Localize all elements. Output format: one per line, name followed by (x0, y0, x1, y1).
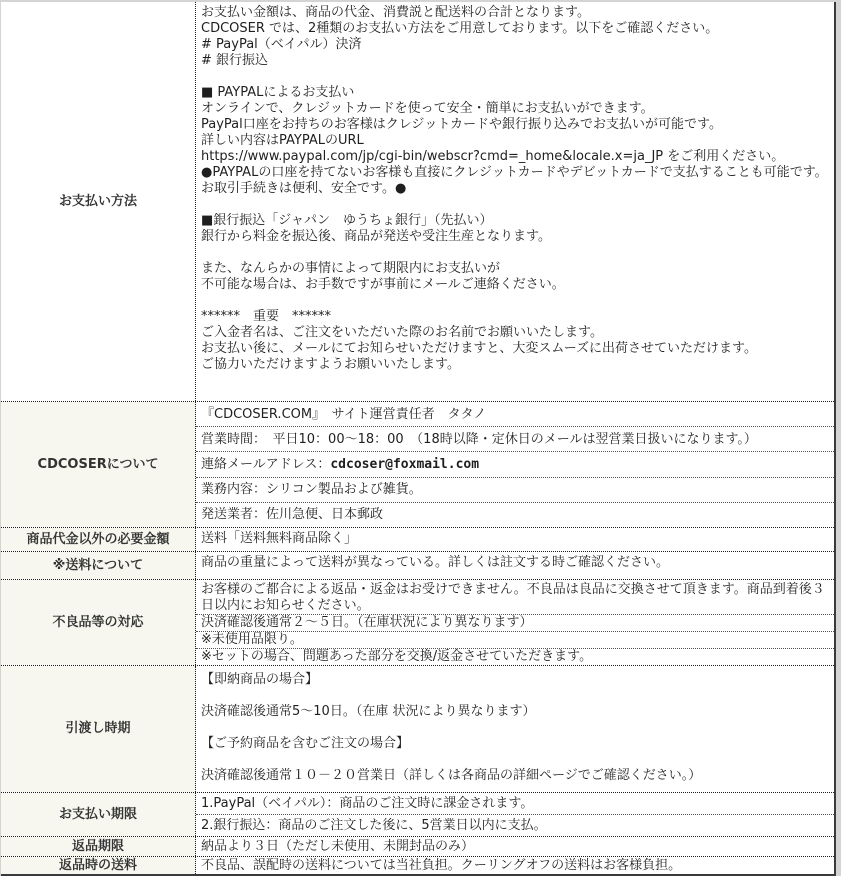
about-site-operator: 『CDCOSER.COM』 サイト運営責任者 タタノ (201, 406, 487, 422)
payment-deadline-bank: 2.銀行振込：商品のご注文した後に、5営業日以内に支払。 (196, 814, 834, 836)
text-line: ご協力いただけますようお願いいたします。 (201, 357, 460, 372)
row-header-shipping-note: ※送料について (1, 552, 196, 579)
shipping-note-cell (196, 552, 834, 579)
contact-email[interactable]: cdcoser@foxmail.com (330, 457, 480, 472)
extra-fees-text: 送料「送料無料商品除く」 (201, 531, 358, 546)
text-line: また、なんらかの事情によって期限内にお支払いが (201, 261, 501, 276)
text-line (201, 688, 829, 704)
text-line: ■ PAYPALによるお支払い (201, 85, 355, 100)
payment-method-cell (196, 2, 834, 401)
text-line (201, 197, 829, 213)
text-line (201, 752, 829, 768)
text-line: ●PAYPALの口座を持てないお客様も直接にクレジットカードやデビットカードで支払することも可能です。 (201, 165, 828, 180)
defects-exchange-time: 決済確認後通常２～５日。（在庫状況により異なります） (196, 614, 834, 631)
delivery-text (196, 666, 834, 784)
payment-deadline-cell (196, 793, 834, 836)
row-header-payment-method: お支払い方法 (1, 2, 196, 401)
row-header-return-shipping: 返品時の送料 (1, 857, 196, 874)
row-extra-fees (1, 527, 834, 551)
return-shipping-text: 不良品、誤配時の送料については当社負担。クーリングオフの送料はお客様負担。 (201, 858, 682, 873)
delivery-cell (196, 666, 834, 792)
text-line: ****** 重要 ****** (201, 309, 332, 324)
text-line: ■銀行振込「ジャパン ゆうちょ銀行」（先払い） (201, 213, 493, 228)
text-line: お支払い金額は、商品の代金、消費説と配送料の合計となります。 (201, 5, 590, 20)
text-line: お支払い後に、メールにてお知らせいただけますと、大変スムーズに出荷させていただけます。 (201, 341, 758, 356)
row-header-delivery: 引渡し時期 (1, 666, 196, 792)
text-line (201, 293, 829, 309)
row-delivery-time (1, 665, 834, 792)
return-deadline-text: 納品より３日（ただし未使用、未開封品のみ） (201, 839, 475, 854)
row-header-about: CDCOSERについて (1, 402, 196, 527)
defects-cell (196, 580, 834, 665)
text-line: オンラインで、クレジットカードを使って安全・簡単にお支払いができます。 (201, 101, 654, 116)
about-business-content: 業務内容：シリコン製品および雑貨。 (196, 477, 834, 502)
return-deadline-cell (196, 837, 834, 856)
about-cell (196, 402, 834, 527)
row-payment-deadline (1, 792, 834, 836)
text-line: お取引手続きは便利、安全です。● (201, 181, 407, 196)
text-line: 決済確認後通常5～10日。（在庫 状況により異なります） (201, 704, 536, 719)
extra-fees-cell (196, 528, 834, 551)
return-shipping-cell (196, 857, 834, 874)
text-line: 銀行から料金を振込後、商品が発送や受注生産となります。 (201, 229, 551, 244)
about-business-hours: 営業時間： 平日10：00～18：00 （18時以降・定休日のメールは翌営業日扱いになります。） (196, 426, 834, 451)
text-line (201, 245, 829, 261)
defects-unused-only: ※未使用品限り。 (196, 631, 834, 648)
text-line: 決済確認後通常１０－２０営業日（詳しくは各商品の詳細ページでご確認ください。） (201, 768, 702, 783)
row-defects-policy (1, 579, 834, 665)
row-about-cdcoser (1, 401, 834, 527)
text-line: 【即納商品の場合】 (201, 672, 319, 687)
defects-set-policy: ※セットの場合、問題あった部分を交換/返金させていただきます。 (196, 648, 834, 665)
about-contact (196, 451, 834, 476)
defects-return-policy: お客様のご都合による返品・返金はお受けできません。不良品は良品に交換させて頂きます。商品到着後３日以内にお知らせください。 (201, 582, 825, 613)
text-line (201, 69, 829, 85)
text-line: # PayPal（ベイパル）決済 (201, 37, 362, 52)
shop-info-table (1, 2, 836, 876)
row-return-shipping (1, 856, 834, 874)
shipping-note-text: 商品の重量によって送料が異なっている。詳しくは註文する時ご確認ください。 (201, 555, 670, 570)
row-return-deadline (1, 836, 834, 856)
text-line: 不可能な場合は、お手数ですが事前にメールご連絡ください。 (201, 277, 565, 292)
text-line: ご入金者名は、ご注文をいただいた際のお名前でお願いいたします。 (201, 325, 603, 340)
row-header-payment-deadline: お支払い期限 (1, 793, 196, 836)
text-line: CDCOSER では、2種類のお支払い方法をご用意しております。以下をご確認ください。 (201, 21, 719, 36)
row-header-defects: 不良品等の対応 (1, 580, 196, 665)
text-line: # 銀行振込 (201, 53, 269, 68)
text-line: PayPal口座をお持ちのお客様はクレジットカードや銀行振り込みでお支払いが可能です。 (201, 117, 722, 132)
text-line: 【ご予約商品を含むご注文の場合】 (201, 736, 410, 751)
payment-method-text (196, 2, 834, 373)
row-payment-method (1, 2, 834, 401)
contact-email-label: 連絡メールアドレス： (201, 457, 331, 472)
row-header-return-deadline: 返品期限 (1, 837, 196, 856)
text-line: 詳しい内容はPAYPALのURL (201, 133, 364, 148)
about-shippers: 発送業者：佐川急便、日本郵政 (196, 502, 834, 527)
payment-deadline-paypal: 1.PayPal（ベイパル）：商品のご注文時に課金されます。 (201, 796, 534, 811)
text-line (201, 720, 829, 736)
row-shipping-note (1, 551, 834, 579)
row-header-extra-fees: 商品代金以外の必要金額 (1, 528, 196, 551)
text-line: https://www.paypal.com/jp/cgi-bin/webscr?cmd=_home&locale.x=ja_JP をご利用ください。 (201, 149, 785, 164)
